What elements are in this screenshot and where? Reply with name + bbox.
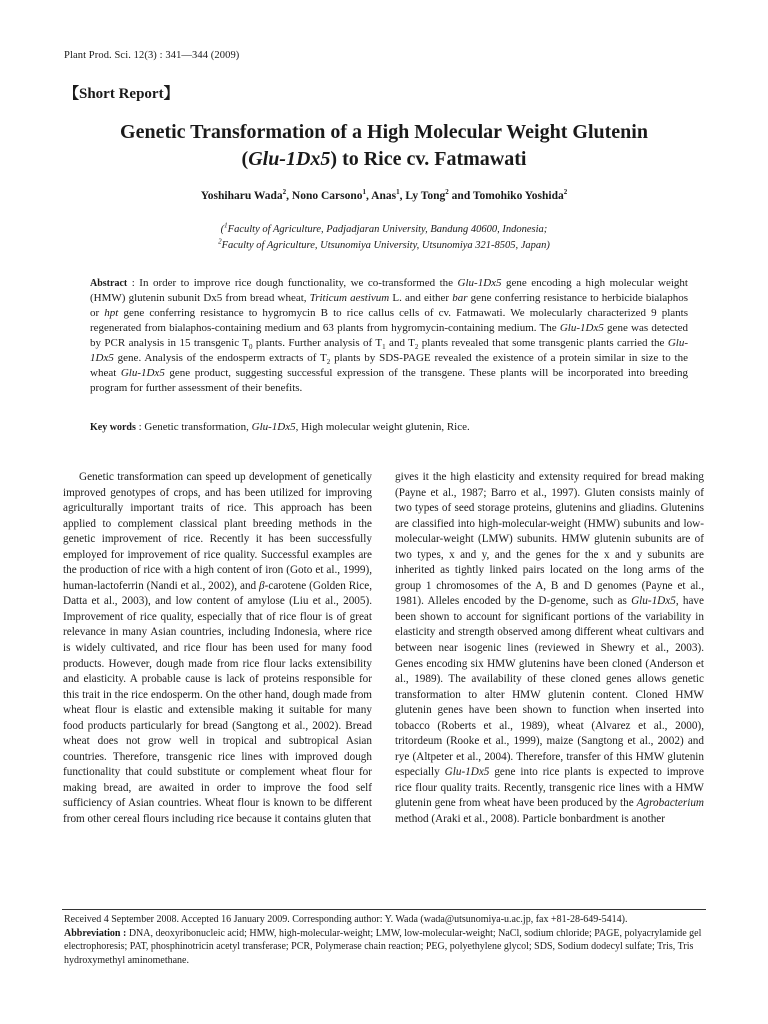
author-name: Nono Carsono <box>291 190 363 202</box>
keywords <box>90 421 688 433</box>
text-run: method (Araki et al., 2008). Particle bonbardment is another <box>395 813 665 826</box>
author-separator: and <box>448 190 473 202</box>
text-run: gene into rice plants is expected to improve rice flour quality traits. Recently, transgenic rice lines with a HMW glutenin gene from wheat have been produced by the <box>395 766 704 810</box>
italic-term: Glu-1Dx5 <box>559 322 604 334</box>
affiliation-paren: ( <box>220 224 225 235</box>
text-run: plants. Further analysis of T <box>252 337 383 349</box>
article-type-label: 【Short Report】 <box>64 86 179 102</box>
footnotes <box>64 913 704 967</box>
paper-title <box>64 119 704 173</box>
author-separator: , <box>399 190 406 202</box>
affiliations <box>64 222 704 254</box>
text-run: gene conferring resistance to herbicide bialaphos or <box>90 292 689 319</box>
subscript: 2 <box>326 358 331 367</box>
text-run: gene. Analysis of the endosperm extracts of T <box>113 352 327 364</box>
author-separator: , <box>366 190 372 202</box>
body-column-left <box>63 470 372 828</box>
text-run: gives it the high elasticity and extensity required for bread making (Payne et al., 1987; Barro et al., 1997). Gluten consists mainly of two types of seed storage proteins, glutenins and gliadins. Glutenins are classified into high-molecular-weight (HMW) subunits and low-molecular-weight (LMW) subunits. HMW glutenin subunits are of two types, x and y, and the genes for the x and y subunits are inherited as tightly linked pairs located on the long arms of the group 1 chromosomes of the A, B and D genomes (Payne et al., 1981). Alleles encoded by the D-genome, such as <box>395 471 704 608</box>
abbreviation-text: DNA, deoxyribonucleic acid; HMW, high-molecular-weight; LMW, low-molecular-weight; NaCl, sodium chloride; PAGE, polyacrylamide gel electrophoresis; PAT, phosphinotricin acetyl transferase; PCR, Polymerase chain reaction; PEG, polyethylene glycol; SDS, Sodium dodecyl sulfate; Tris, Tris hydroxymethyl aminomethane. <box>64 927 702 966</box>
title-line-1: Genetic Transformation of a High Molecular Weight Glutenin <box>120 121 648 143</box>
affiliation-text: Faculty of Agriculture, Padjadjaran University, Bandung 40600, Indonesia; <box>227 224 548 235</box>
text-run: -carotene (Golden Rice, Datta et al., 2003), and low content of amylose (Liu et al., 2005). Improvement of rice quality, especially that of rice flour is of great relevance in many Asian countries, including Indonesia, where rice is widely cultivated, and rice flour has been used for many food products. However, dough made from rice flour lacks extensibility and elasticity. A probable cause is lack of proteins responsible for this trait in the rice endosperm. On the other hand, dough made from wheat flour is elastic and extensible making it suitable for many food products particularly for bread (Sangtong et al., 2002). Bread wheat does not grow well in tropical and subtropical Asian countries. Therefore, transgenic rice lines with improved dough functionality that could substitute or complement wheat flour for making bread, are awaited in order to improve the food self sufficiency of Asian countries. Wheat flour is known to be different from other cereal flours including rice because it contains gluten that <box>63 579 372 826</box>
affiliation-marker: 1 <box>396 188 400 197</box>
italic-term: Glu-1Dx5 <box>444 766 490 779</box>
affiliation-text: Faculty of Agriculture, Utsunomiya University, Utsunomiya 321-8505, Japan) <box>221 240 550 251</box>
body-paragraph <box>63 470 372 828</box>
journal-citation: Plant Prod. Sci. 12(3) : 341—344 (2009) <box>64 50 240 61</box>
abstract-label: Abstract <box>90 278 128 289</box>
text-run: gene product, suggesting successful expression of the transgene. These plants will be incorporated into breeding program for further assessment of their benefits. <box>90 367 689 394</box>
subscript: 1 <box>382 343 386 352</box>
abstract-text <box>90 277 688 394</box>
author-name: Ly Tong <box>405 190 446 202</box>
title-line-2 <box>64 146 704 173</box>
author-name: Yoshiharu Wada <box>200 190 283 202</box>
subscript: 2 <box>414 343 419 352</box>
affiliation-marker: 2 <box>445 188 449 197</box>
text-run: plants by SDS-PAGE revealed the existence of a protein similar in size to the wheat <box>90 352 688 379</box>
italic-term: bar <box>452 292 468 304</box>
italic-term: hpt <box>104 307 119 319</box>
body-paragraph-continued <box>395 470 704 828</box>
italic-term: Glu-1Dx5 <box>90 337 689 364</box>
affiliation-line <box>64 238 704 254</box>
received-note: Received 4 September 2008. Accepted 16 January 2009. Corresponding author: Y. Wada (wada@utsunomiya-u.ac.jp, fax +81-28-649-5414). <box>64 914 628 925</box>
affiliation-marker: 1 <box>362 188 367 197</box>
text-run: Genetic transformation can speed up development of genetically improved genotypes of crops, and has been utilized for improving agriculturally important traits of rice. This approach has been applied to complement classical plant breeding methods in the genetic improvement of rice. Recently it has been successfully employed for improvement of rice quality. Successful examples are the production of rice with a high content of iron (Goto et al., 1999), human-lactoferrin (Nandi et al., 2002), and <box>63 471 372 592</box>
keywords-label: Key words <box>90 422 136 433</box>
italic-term: Agrobacterium <box>636 797 704 810</box>
italic-term: Glu-1Dx5 <box>631 595 676 608</box>
keywords-text <box>136 421 470 433</box>
author-name: Anas <box>371 190 397 202</box>
affiliation-number: 1 <box>224 221 228 230</box>
title-paren-open: ( <box>241 148 249 170</box>
text-run: : Genetic transformation, <box>135 421 252 433</box>
text-run: , have been shown to account for significant portions of the variability in elasticity and strength observed among different wheat cultivars and between near isogenic lines (reviewed in Shewry et al., 2003). Genes encoding six HMW glutenins have been cloned (Anderson et al., 1989). The availability of these cloned genes allows genetic transformation to alter HMW glutenin content. Cloned HMW glutenin genes have been shown to function when inserted into tobacco (Roberts et al., 1989), wheat (Alvarez et al., 2000), tritordeum (Rooke et al., 1999), maize (Sangtong et al., 2002) and rye (Altpeter et al., 2004). Therefore, transfer of this HMW glutenin especially <box>395 595 704 779</box>
author-separator: , <box>286 190 292 202</box>
title-line-2-rest: ) to Rice cv. Fatmawati <box>330 148 527 170</box>
italic-term: Glu-1Dx5 <box>120 367 165 379</box>
author-name: Tomohiko Yoshida <box>472 190 564 202</box>
author-list <box>64 190 704 202</box>
affiliation-line <box>64 222 704 238</box>
body-column-right <box>395 470 704 828</box>
footnote-divider <box>62 909 706 910</box>
title-gene-name: Glu-1Dx5 <box>248 148 331 170</box>
text-run: gene was detected by PCR analysis in 15 transgenic T <box>90 322 688 349</box>
text-run: gene encoding a high molecular weight (HMW) glutenin subunit Dx5 from bread wheat, <box>90 277 688 304</box>
text-run: , High molecular weight glutenin, Rice. <box>295 421 470 433</box>
text-run: gene conferring resistance to hygromycin B to rice callus cells of cv. Fatmawati. We molecularly characterized 9 plants regenerated from bialaphos-containing medium and 63 plants from hygromycin-containing medium. The <box>90 307 688 334</box>
text-run: and T <box>385 337 415 349</box>
italic-term: Glu-1Dx5 <box>251 421 296 433</box>
text-run: : In order to improve rice dough functionality, we co-transformed the <box>127 277 458 289</box>
affiliation-marker: 2 <box>282 188 287 197</box>
abbreviation-note <box>64 927 704 968</box>
text-run: plants revealed that some transgenic plants carried the <box>418 337 668 349</box>
abbreviation-label: Abbreviation : <box>64 927 127 939</box>
italic-term: Triticum aestivum <box>309 292 390 304</box>
affiliation-marker: 2 <box>563 188 568 197</box>
italic-term: Glu-1Dx5 <box>457 277 502 289</box>
affiliation-number: 2 <box>218 237 222 246</box>
italic-term: β <box>259 579 265 592</box>
subscript: 0 <box>249 343 253 352</box>
abstract <box>90 276 688 396</box>
text-run: L. and either <box>389 292 453 304</box>
